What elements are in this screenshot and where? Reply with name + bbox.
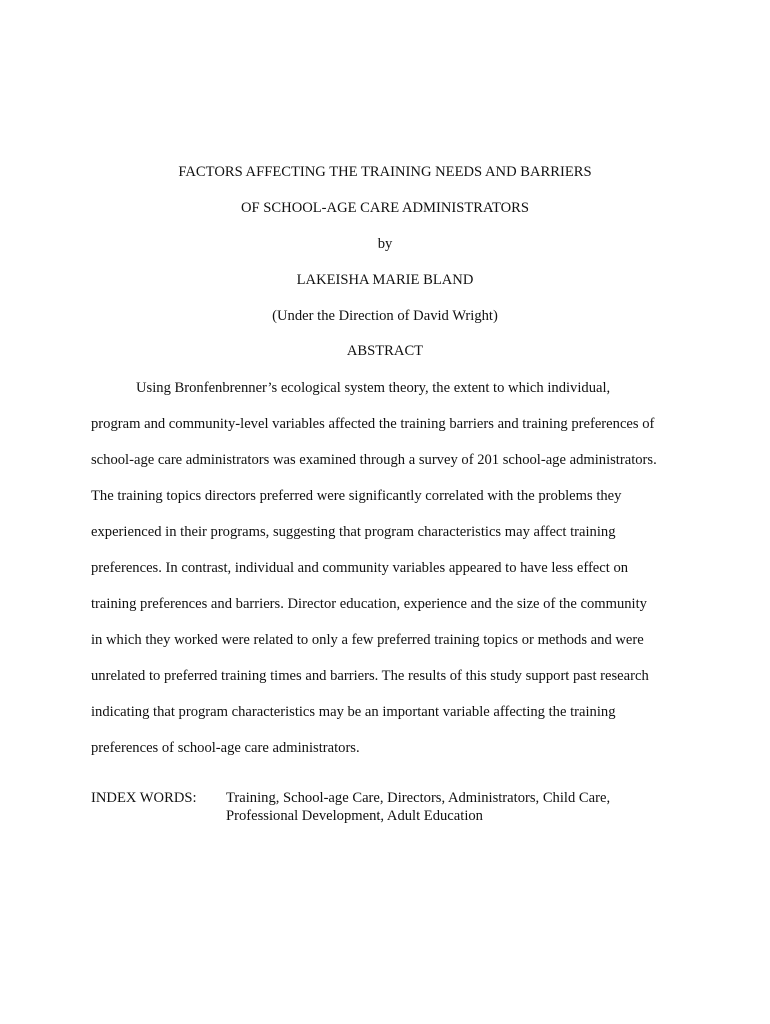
abstract-line: indicating that program characteristics may be an important variable affecting the training [91,704,616,720]
abstract-line: The training topics directors preferred were significantly correlated with the problems they [91,488,622,504]
abstract-line: preferences. In contrast, individual and community variables appeared to have less effect on [91,560,629,576]
direction-line: (Under the Direction of David Wright) [272,308,498,324]
author-name: LAKEISHA MARIE BLAND [296,272,474,288]
abstract-line: experienced in their programs, suggesting that program characteristics may affect training [91,524,616,540]
abstract-body [91,378,691,774]
index-words-label: INDEX WORDS: [91,790,197,806]
abstract-line: in which they worked were related to only a few preferred training topics or methods and were [91,632,644,648]
abstract-line: unrelated to preferred training times and barriers. The results of this study support past research [91,668,649,684]
abstract-line: school-age care administrators was examined through a survey of 201 school-age administrators. [91,452,657,468]
abstract-line: preferences of school-age care administrators. [91,740,360,756]
title-line-2: OF SCHOOL-AGE CARE ADMINISTRATORS [241,200,529,216]
index-words-list [226,789,696,825]
by-line: by [377,236,393,252]
abstract-line: program and community-level variables affected the training barriers and training preferences of [91,416,655,432]
abstract-line: training preferences and barriers. Director education, experience and the size of the community [91,596,647,612]
abstract-heading: ABSTRACT [346,343,424,359]
title-line-1: FACTORS AFFECTING THE TRAINING NEEDS AND BARRIERS [178,164,592,180]
abstract-line: Using Bronfenbrenner’s ecological system theory, the extent to which individual, [136,380,611,396]
index-words-line: Training, School-age Care, Directors, Administrators, Child Care, [226,790,611,806]
index-words-line: Professional Development, Adult Education [226,808,483,824]
